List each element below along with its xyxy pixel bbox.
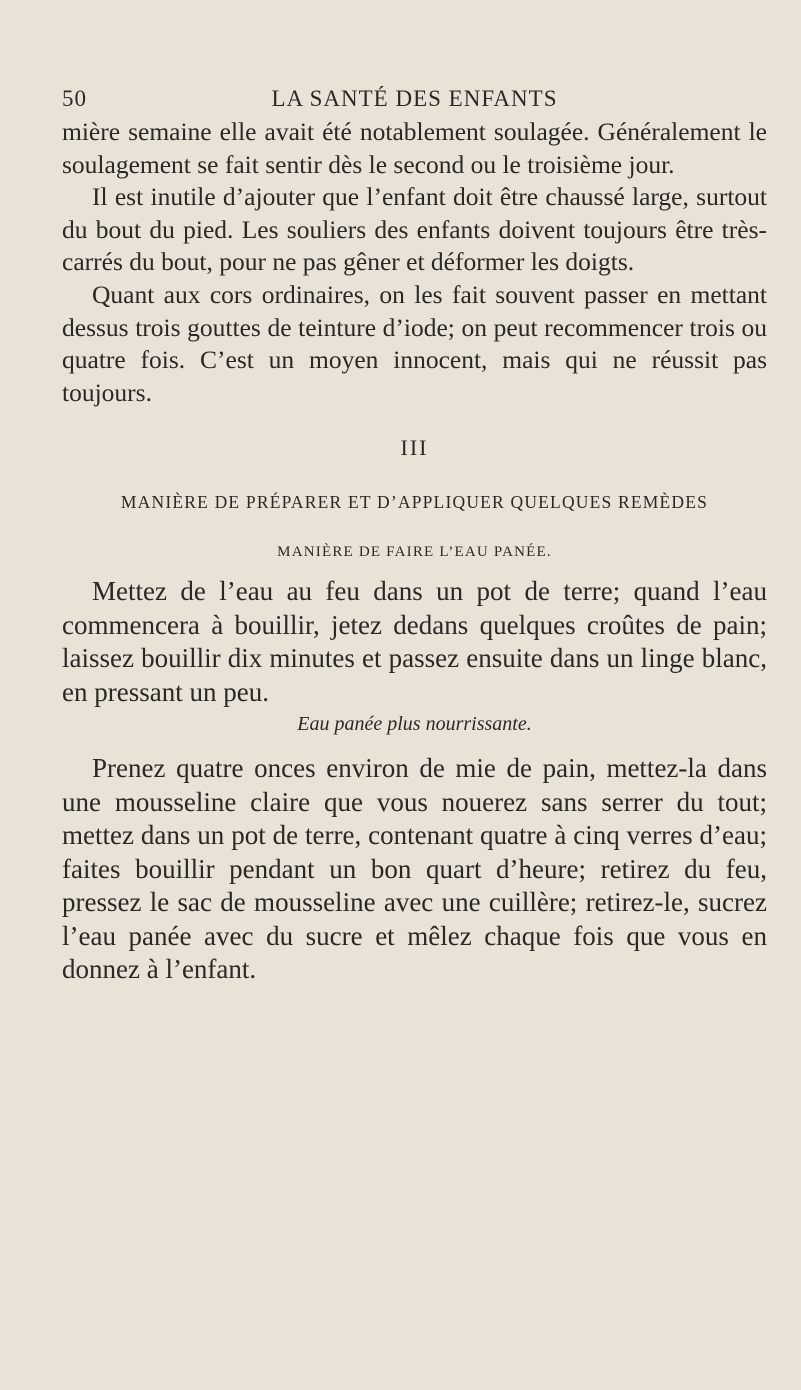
paragraph-corns: Quant aux cors ordinaires, on les fait souvent passer en mettant dessus trois gouttes de teinture d’iode; on peut recommencer trois ou quatre fois. C’est un moyen innocent, mais qui ne réussit pas toujours. [62,279,767,407]
body-text [62,116,767,987]
chapter-number: III [400,435,429,461]
paragraph-eau-panee: Mettez de l’eau au feu dans un pot de terre; quand l’eau commencera à bouillir, jetez dedans quelques croûtes de pain; laissez bouillir dix minutes et passez ensuite dans un linge blanc, en pressant un peu. [62,576,767,707]
page-number: 50 [62,86,87,111]
section-subtitle: Eau panée plus nourrissante. [297,713,532,736]
paragraph-shoes: Il est inutile d’ajouter que l’enfant doit être chaussé large, surtout du bout du pied. Les souliers des enfants doivent toujours être très-carrés du bout, pour ne pas gêner et déformer les doigts. [62,182,767,277]
paragraph-eau-panee-nourrissante: Prenez quatre onces environ de mie de pain, mettez-la dans une mousseline claire que vous nouerez sans serrer du tout; mettez dans un pot de terre, contenant quatre à cinq verres d’eau; faites bouillir pendant un bon quart d’heure; retirez du feu, pressez le sac de mousseline avec une cuillère; retirez-le, sucrez l’eau panée avec du sucre et mêlez chaque fois que vous en donnez à l’enfant. [62,753,767,985]
chapter-title: MANIÈRE DE PRÉPARER ET D’APPLIQUER QUELQUES REMÈDES [120,492,709,513]
paragraph-continuation: mière semaine elle avait été notablement soulagée. Généralement le soulagement se fait sentir dès le second ou le troisième jour. [62,117,767,179]
page-header [62,86,767,116]
section-title: MANIÈRE DE FAIRE L’EAU PANÉE. [277,544,552,561]
running-title: LA SANTÉ DES ENFANTS [271,86,558,111]
